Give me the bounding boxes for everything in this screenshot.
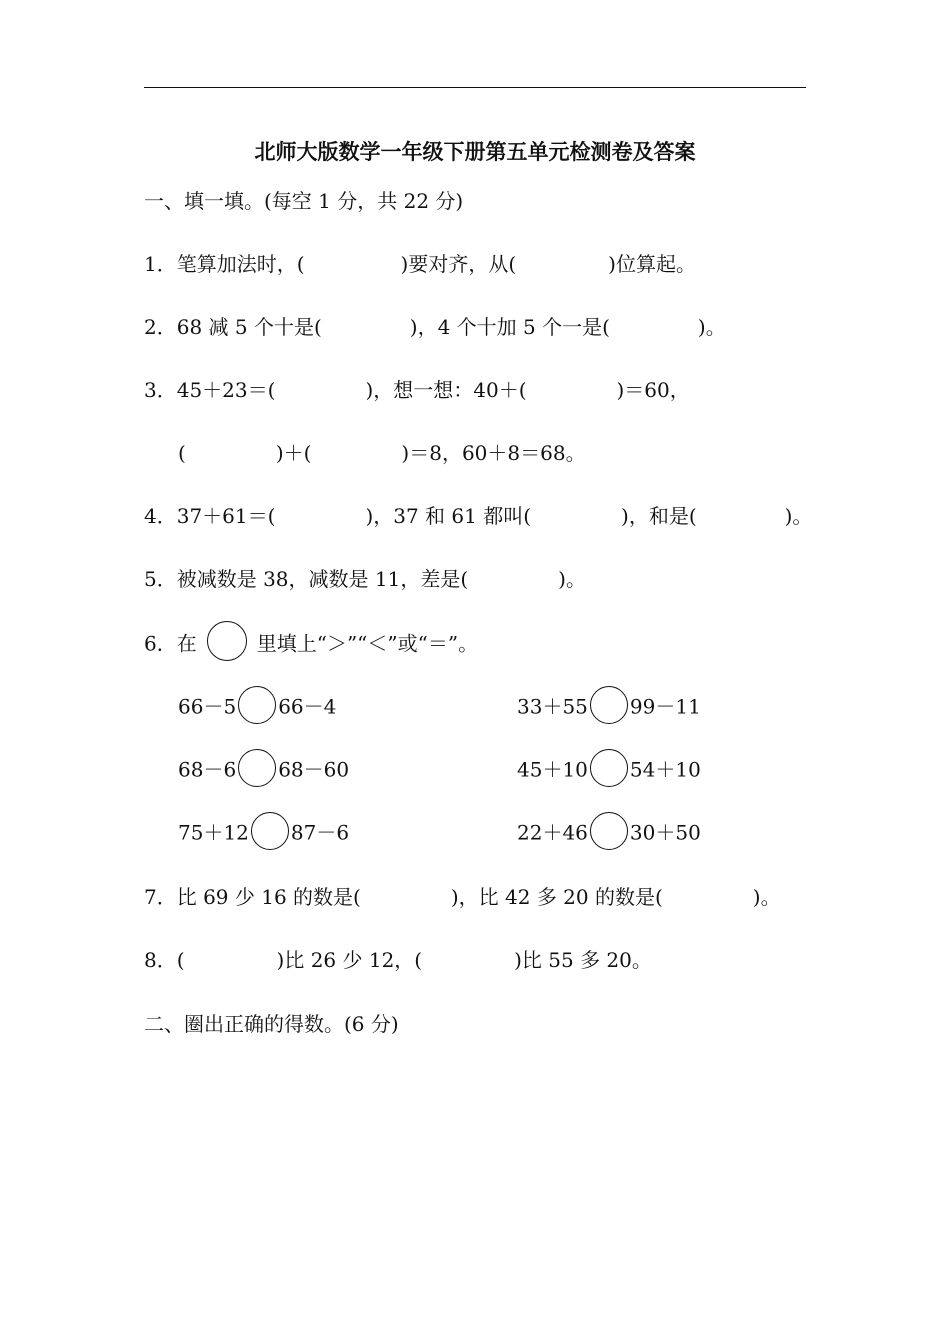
q3-text-a: 3．45＋23＝( — [144, 378, 276, 402]
q7-text-b: )，比 42 多 20 的数是( — [450, 885, 663, 909]
compare-left: 68－6 — [178, 757, 237, 782]
header-rule — [144, 87, 806, 88]
compare-right: 99－11 — [629, 694, 701, 719]
question-2 — [144, 313, 726, 341]
section-1-heading: 一、填一填。(每空 1 分，共 22 分) — [144, 189, 464, 213]
compare-left: 22＋46 — [517, 820, 588, 845]
q3-text-b: )，想一想：40＋( — [365, 378, 527, 402]
compare-left: 33＋55 — [517, 694, 588, 719]
q4-text-a: 4．37＋61＝( — [144, 504, 276, 528]
q3b-text-b: )＋( — [275, 441, 312, 465]
q4-text-b: )，37 和 61 都叫( — [365, 504, 532, 528]
q5-text-a: 5．被减数是 38，减数是 11，差是( — [144, 567, 469, 591]
example-circle — [207, 621, 247, 661]
compare-circle-6[interactable] — [590, 812, 628, 850]
question-6 — [144, 629, 478, 661]
q1-text-b: )要对齐，从( — [400, 252, 517, 276]
compare-item-6 — [517, 818, 701, 850]
q3b-text-c: )＝8，60＋8＝68。 — [401, 441, 586, 465]
q4-text-d: )。 — [784, 504, 813, 528]
q3-text-c: )＝60， — [616, 378, 690, 402]
question-3 — [144, 376, 690, 404]
question-8 — [144, 946, 652, 974]
compare-circle-2[interactable] — [590, 686, 628, 724]
section-2-heading: 二、圈出正确的得数。(6 分) — [144, 1012, 399, 1036]
q2-text-a: 2．68 减 5 个十是( — [144, 315, 322, 339]
q4-text-c: )，和是( — [621, 504, 697, 528]
compare-left: 45＋10 — [517, 757, 588, 782]
q6-text-a: 6．在 — [144, 631, 197, 656]
compare-right: 30＋50 — [629, 820, 701, 845]
compare-item-2 — [517, 692, 701, 724]
compare-circle-3[interactable] — [238, 749, 276, 787]
compare-right: 54＋10 — [629, 757, 701, 782]
q7-text-c: )。 — [752, 885, 781, 909]
q1-text-c: )位算起。 — [608, 252, 696, 276]
compare-right: 87－6 — [290, 820, 350, 845]
compare-item-1 — [178, 692, 336, 724]
page-title: 北师大版数学一年级下册第五单元检测卷及答案 — [254, 140, 696, 164]
compare-item-3 — [178, 755, 349, 787]
q8-text-b: )比 26 少 12，( — [276, 948, 423, 972]
q2-text-c: )。 — [697, 315, 726, 339]
q3b-text-a: ( — [178, 441, 186, 465]
compare-right: 66－4 — [278, 694, 337, 719]
question-4 — [144, 502, 812, 530]
q5-text-b: )。 — [558, 567, 586, 591]
question-3-continued — [178, 439, 586, 467]
compare-left: 75＋12 — [178, 820, 249, 845]
compare-item-5 — [178, 818, 349, 850]
q8-text-c: )比 55 多 20。 — [514, 948, 652, 972]
q6-text-b: 里填上“＞”“＜”或“＝”。 — [256, 631, 479, 656]
compare-circle-4[interactable] — [590, 749, 628, 787]
compare-circle-1[interactable] — [238, 686, 276, 724]
question-1 — [144, 250, 696, 278]
compare-left: 66－5 — [178, 694, 237, 719]
q2-text-b: )，4 个十加 5 个一是( — [409, 315, 610, 339]
q7-text-a: 7．比 69 少 16 的数是( — [144, 885, 361, 909]
q8-text-a: 8．( — [144, 948, 185, 972]
question-7 — [144, 883, 781, 911]
question-5 — [144, 565, 586, 593]
compare-right: 68－60 — [278, 757, 350, 782]
compare-item-4 — [517, 755, 701, 787]
q1-text-a: 1．笔算加法时，( — [144, 252, 305, 276]
compare-circle-5[interactable] — [251, 812, 289, 850]
